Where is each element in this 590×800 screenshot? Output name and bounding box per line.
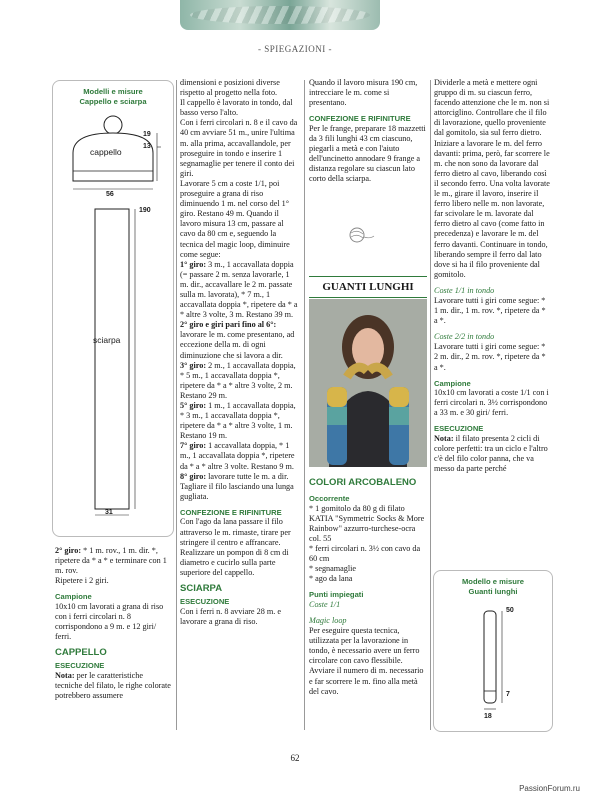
- confezione-text: Per le frange, preparare 18 mazzetti da 3 fili lunghi 43 cm ciascuno, piegarli a metà e con l'aiuto dell'uncinetto annodare 9 frange a distanza regolare su ciascun lato corto della sciarpa.: [309, 123, 426, 184]
- campione-text: 10x10 cm lavorati a coste 1/1 con i ferri circolari n. 3½ corrispondono a 33 m. e 30 giri/ ferri.: [434, 388, 549, 418]
- yarn-ball-icon: [345, 225, 375, 245]
- column-3-top: [309, 78, 426, 184]
- section-header: - SPIEGAZIONI -: [258, 44, 332, 54]
- body-text: Il cappello è lavorato in tondo, dal basso verso l'alto.: [180, 98, 293, 118]
- round-2-text: 2° giro: * 1 m. rov., 1 m. dir. *, ripetere da * a * e terminare con 1 m. rov.: [55, 546, 167, 576]
- materials-item: * ferri circolari n. 3½ con cavo da 60 cm: [309, 543, 421, 564]
- column-4: [434, 78, 551, 474]
- dim-hat-height: 19: [143, 131, 151, 138]
- materials-item: * ago da lana: [309, 574, 353, 584]
- round-2-even: 2° giro e giri pari fino al 6°: lavorare le m. come presentano, ad eccezione della m. di ogni diminuzione che si lavora a dir.: [180, 320, 295, 360]
- esecuzione-text: Con i ferri n. 8 avviare 28 m. e lavorare a grana di riso.: [180, 606, 281, 626]
- body-text: Con i ferri circolari n. 8 e il cavo da 40 cm avviare 51 m., unire l'ultima m. alla prima, accavallandole, per proseguire in tondo e inserire 1 segnamaglie per tenere il conto dei giri.: [180, 118, 298, 178]
- dim-glove-cuff: 7: [506, 691, 510, 698]
- nota-text: Nota: il filato presenta 2 cicli di colore perfetti: tra un ciclo e l'altro c'è del filo color panna, che va messo da parte perché: [434, 433, 548, 474]
- cappello-heading: CAPPELLO: [55, 647, 107, 659]
- nota-text: Nota: per le caratteristiche tecniche del filato, le righe colorate potrebbero assumere: [55, 670, 171, 701]
- confezione-heading: CONFEZIONE E RIFINITURE: [309, 114, 411, 124]
- column-2: [180, 78, 298, 627]
- column-divider: [430, 80, 431, 730]
- round-7: 7° giro: 1 accavallata doppia, * 1 m., 1 accavallata doppia *, ripetere da * a * altre 3 volte. Restano 9 m.: [180, 441, 295, 471]
- campione-heading: Campione: [55, 592, 92, 602]
- magic-loop-heading: Magic loop: [309, 615, 347, 625]
- materials-item: * 1 gomitolo da 80 g di filato KATIA "Symmetric Socks & More Rainbow" azzurro-turchese-ocra col. 55: [309, 503, 425, 543]
- project-title: GUANTI LUNGHI: [309, 276, 427, 298]
- coste-22-heading: Coste 2/2 in tondo: [434, 332, 495, 342]
- body-text: Quando il lavoro misura 190 cm, intrecciare le m. come si presentano.: [309, 78, 418, 108]
- occorrente-heading: Occorrente: [309, 494, 350, 504]
- body-text: Lavorare 5 cm a coste 1/1, poi proseguire a grana di riso diminuendo 1 m. nel corso del 1° giro. Restano 49 m. Quando il lavoro misura 13 cm, passare al cavo da 80 cm e, seguendo la tecnica del magic loop, diminuire come segue:: [180, 178, 290, 259]
- body-text: Tagliare il filo lasciando una lunga gugliata.: [180, 481, 294, 501]
- panel-title-line2: Cappello e sciarpa: [79, 96, 147, 106]
- stitch-name: Coste 1/1: [309, 599, 341, 609]
- repeat-text: Ripetere i 2 giri.: [55, 576, 109, 586]
- scarf-label: sciarpa: [93, 335, 121, 345]
- materials-item: * segnamaglie: [309, 564, 357, 574]
- dim-scarf-length: 190: [139, 207, 151, 214]
- column-1: [55, 546, 172, 701]
- punti-heading: Punti impiegati: [309, 590, 364, 600]
- column-3-bottom: [309, 478, 426, 697]
- dim-glove-width: 18: [484, 713, 492, 720]
- model-photo: [309, 299, 427, 467]
- header-yarn-photo: [180, 0, 380, 30]
- magic-loop-text: Per eseguire questa tecnica, utilizzata per la lavorazione in tondo, è necessario avere un ferro circolare con cavo flessibile. Avviare il numero di m. necessario e far scorrere le m. fino alla metà del cavo.: [309, 626, 424, 696]
- panel-title-line1: Modelli e misure: [83, 87, 143, 96]
- dim-hat-body: 13: [143, 143, 151, 150]
- esecuzione-heading: ESECUZIONE: [180, 597, 230, 607]
- round-5: 5° giro: 1 m., 1 accavallata doppia, * 3 m., 1 accavallata doppia *, ripetere da * a * altre 3 volte, 1 m. Restano 19 m.: [180, 401, 296, 441]
- hat-label: cappello: [90, 147, 122, 157]
- gloves-diagram-panel: [433, 570, 553, 732]
- body-text: dimensioni e posizioni diverse rispetto al progetto nella foto.: [180, 78, 280, 98]
- round-1: 1° giro: 3 m., 1 accavallata doppia (= passare 2 m. senza lavorarle, 1 m. dir., accavallare le 2 m. passate sulla m. lavorata), * 7 m., 1 accavallata doppia *, ripetere da * a * altre 3 volte, 3 m. Restano 39 m.: [180, 259, 298, 320]
- confezione-text: Con l'ago da lana passare il filo attraverso le m. rimaste, tirare per stringere il centro e affrancare. Realizzare un pompon di 8 cm di diametro e cucirlo sulla parte superiore del cappello.: [180, 517, 291, 577]
- body-text: Dividerle a metà e mettere ogni gruppo di m. su ciascun ferro, facendo attenzione che le m. non si attorciglino. Controllare che il filo di lavorazione, quello proveniente dal gomitolo, sia sul ferro dietro. Iniziare a lavorare le m. del ferro davanti: prima, però, far scorrere le m. che non sono da lavorare dal ferro dietro al cavo, liberando così il secondo ferro. Una volta lavorate le m., girare il lavoro, inserire il ferro libero nelle m. non lavorate, far scivolare le m. lavorate dal ferro dietro al cavo (come fatto in precedenza) e lavorare le m. del ferro davanti. Continuare in tondo, liberando sempre il ferro dal lato dove si ha il filo proveniente dal gomitolo.: [434, 78, 550, 279]
- hat-scarf-schematic: [53, 111, 173, 531]
- glove-schematic: [434, 601, 552, 731]
- esecuzione-heading: ESECUZIONE: [55, 661, 105, 671]
- hat-scarf-diagram-panel: [52, 80, 174, 537]
- watermark: PassionForum.ru: [519, 784, 580, 793]
- column-divider: [176, 80, 177, 730]
- confezione-heading: CONFEZIONE E RIFINITURE: [180, 507, 282, 517]
- page-number: 62: [290, 753, 300, 763]
- round-8: 8° giro: lavorare tutte le m. a dir.: [180, 471, 289, 481]
- sciarpa-heading: SCIARPA: [180, 583, 223, 594]
- color-title: COLORI ARCOBALENO: [309, 477, 417, 488]
- coste-11-text: Lavorare tutti i giri come segue: * 1 m. dir., 1 m. rov. *, ripetere da * a *.: [434, 295, 546, 326]
- coste-11-heading: Coste 1/1 in tondo: [434, 285, 495, 295]
- dim-glove-length: 50: [506, 607, 514, 614]
- campione-text: 10x10 cm lavorati a grana di riso con i ferri circolari n. 8 corrispondono a 9 m. e 12 giri/ ferri.: [55, 601, 164, 642]
- column-divider: [304, 80, 305, 730]
- panel-title-line1: Modello e misure: [461, 577, 525, 586]
- esecuzione-heading: ESECUZIONE: [434, 424, 484, 434]
- campione-heading: Campione: [434, 378, 471, 388]
- dim-scarf-width: 31: [105, 509, 113, 516]
- round-3: 3° giro: 2 m., 1 accavallata doppia, * 5 m., 1 accavallata doppia *, ripetere da * a * altre 3 volte, 2 m. Restano 29 m.: [180, 360, 296, 400]
- panel-title-line2: Guanti lunghi: [468, 586, 518, 596]
- coste-22-text: Lavorare tutti i giri come segue: * 2 m. dir., 2 m. rov. *, ripetere da * a *.: [434, 342, 546, 372]
- dim-hat-width: 56: [106, 191, 114, 198]
